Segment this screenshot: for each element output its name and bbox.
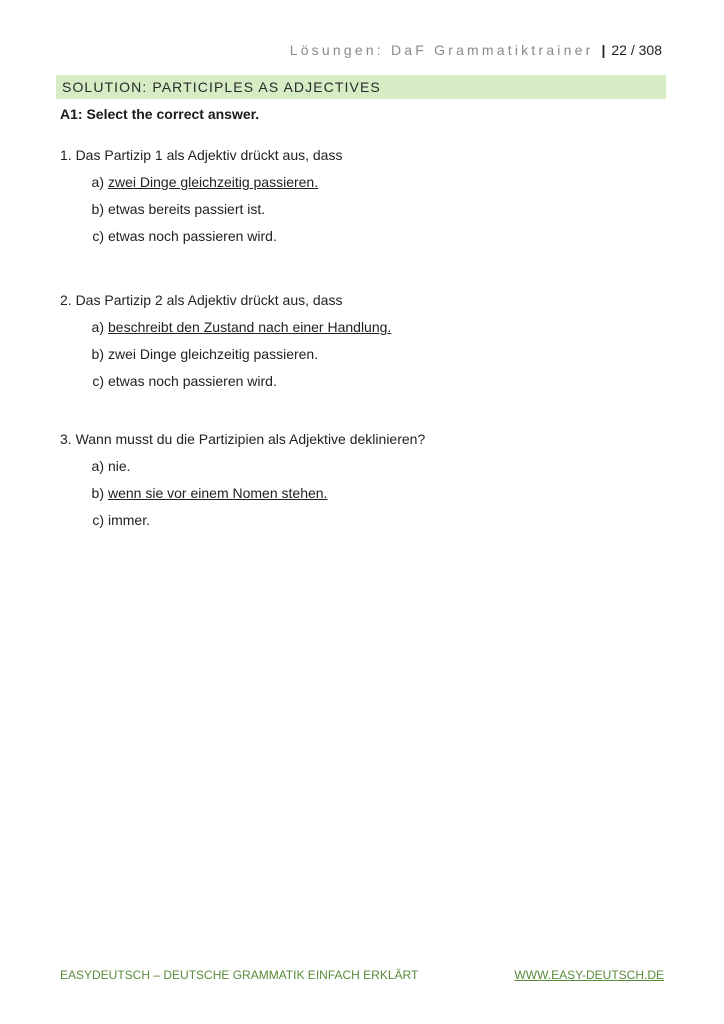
answer-option-b	[60, 345, 680, 372]
header-separator: |	[601, 42, 606, 58]
answer-option-b	[60, 200, 680, 227]
exercise-title: A1: Select the correct answer.	[60, 106, 260, 122]
option-text: immer.	[108, 512, 150, 528]
option-letter: c)	[92, 512, 104, 528]
question-text: 1. Das Partizip 1 als Adjektiv drückt aus, dass	[60, 147, 343, 163]
header-title: Lösungen: DaF Grammatiktrainer	[289, 42, 594, 58]
question-text: 2. Das Partizip 2 als Adjektiv drückt aus, dass	[60, 292, 343, 308]
option-letter: b)	[91, 201, 104, 217]
footer-website-link[interactable]: WWW.EASY-DEUTSCH.DE	[514, 968, 664, 982]
option-text: etwas noch passieren wird.	[108, 373, 277, 389]
question-3	[60, 430, 680, 538]
option-letter: c)	[92, 228, 104, 244]
option-letter: b)	[91, 346, 104, 362]
page-footer	[60, 968, 664, 982]
page-number: 22 / 308	[611, 42, 662, 58]
option-text: etwas noch passieren wird.	[108, 228, 277, 244]
option-text-correct: beschreibt den Zustand nach einer Handlung.	[108, 319, 392, 335]
option-text: nie.	[108, 458, 131, 474]
option-text: zwei Dinge gleichzeitig passieren.	[108, 346, 319, 362]
option-letter: a)	[91, 319, 104, 335]
question-2	[60, 291, 680, 399]
answer-option-b	[60, 484, 680, 511]
answer-option-c	[60, 227, 680, 254]
answer-option-a	[60, 318, 680, 345]
answer-option-c	[60, 511, 680, 538]
option-text-correct: wenn sie vor einem Nomen stehen.	[108, 485, 328, 501]
answer-option-a	[60, 457, 680, 484]
question-1	[60, 146, 680, 254]
answer-option-c	[60, 372, 680, 399]
section-title: SOLUTION: PARTICIPLES AS ADJECTIVES	[56, 75, 666, 99]
footer-tagline: EASYDEUTSCH – DEUTSCHE GRAMMATIK EINFACH ERKLÄRT	[60, 968, 419, 982]
option-text: etwas bereits passiert ist.	[108, 201, 266, 217]
option-letter: a)	[91, 174, 104, 190]
question-text: 3. Wann musst du die Partizipien als Adjektive deklinieren?	[60, 431, 426, 447]
option-letter: a)	[91, 458, 104, 474]
option-text-correct: zwei Dinge gleichzeitig passieren.	[108, 174, 319, 190]
page-header	[290, 42, 662, 58]
option-letter: c)	[92, 373, 104, 389]
option-letter: b)	[91, 485, 104, 501]
answer-option-a	[60, 173, 680, 200]
